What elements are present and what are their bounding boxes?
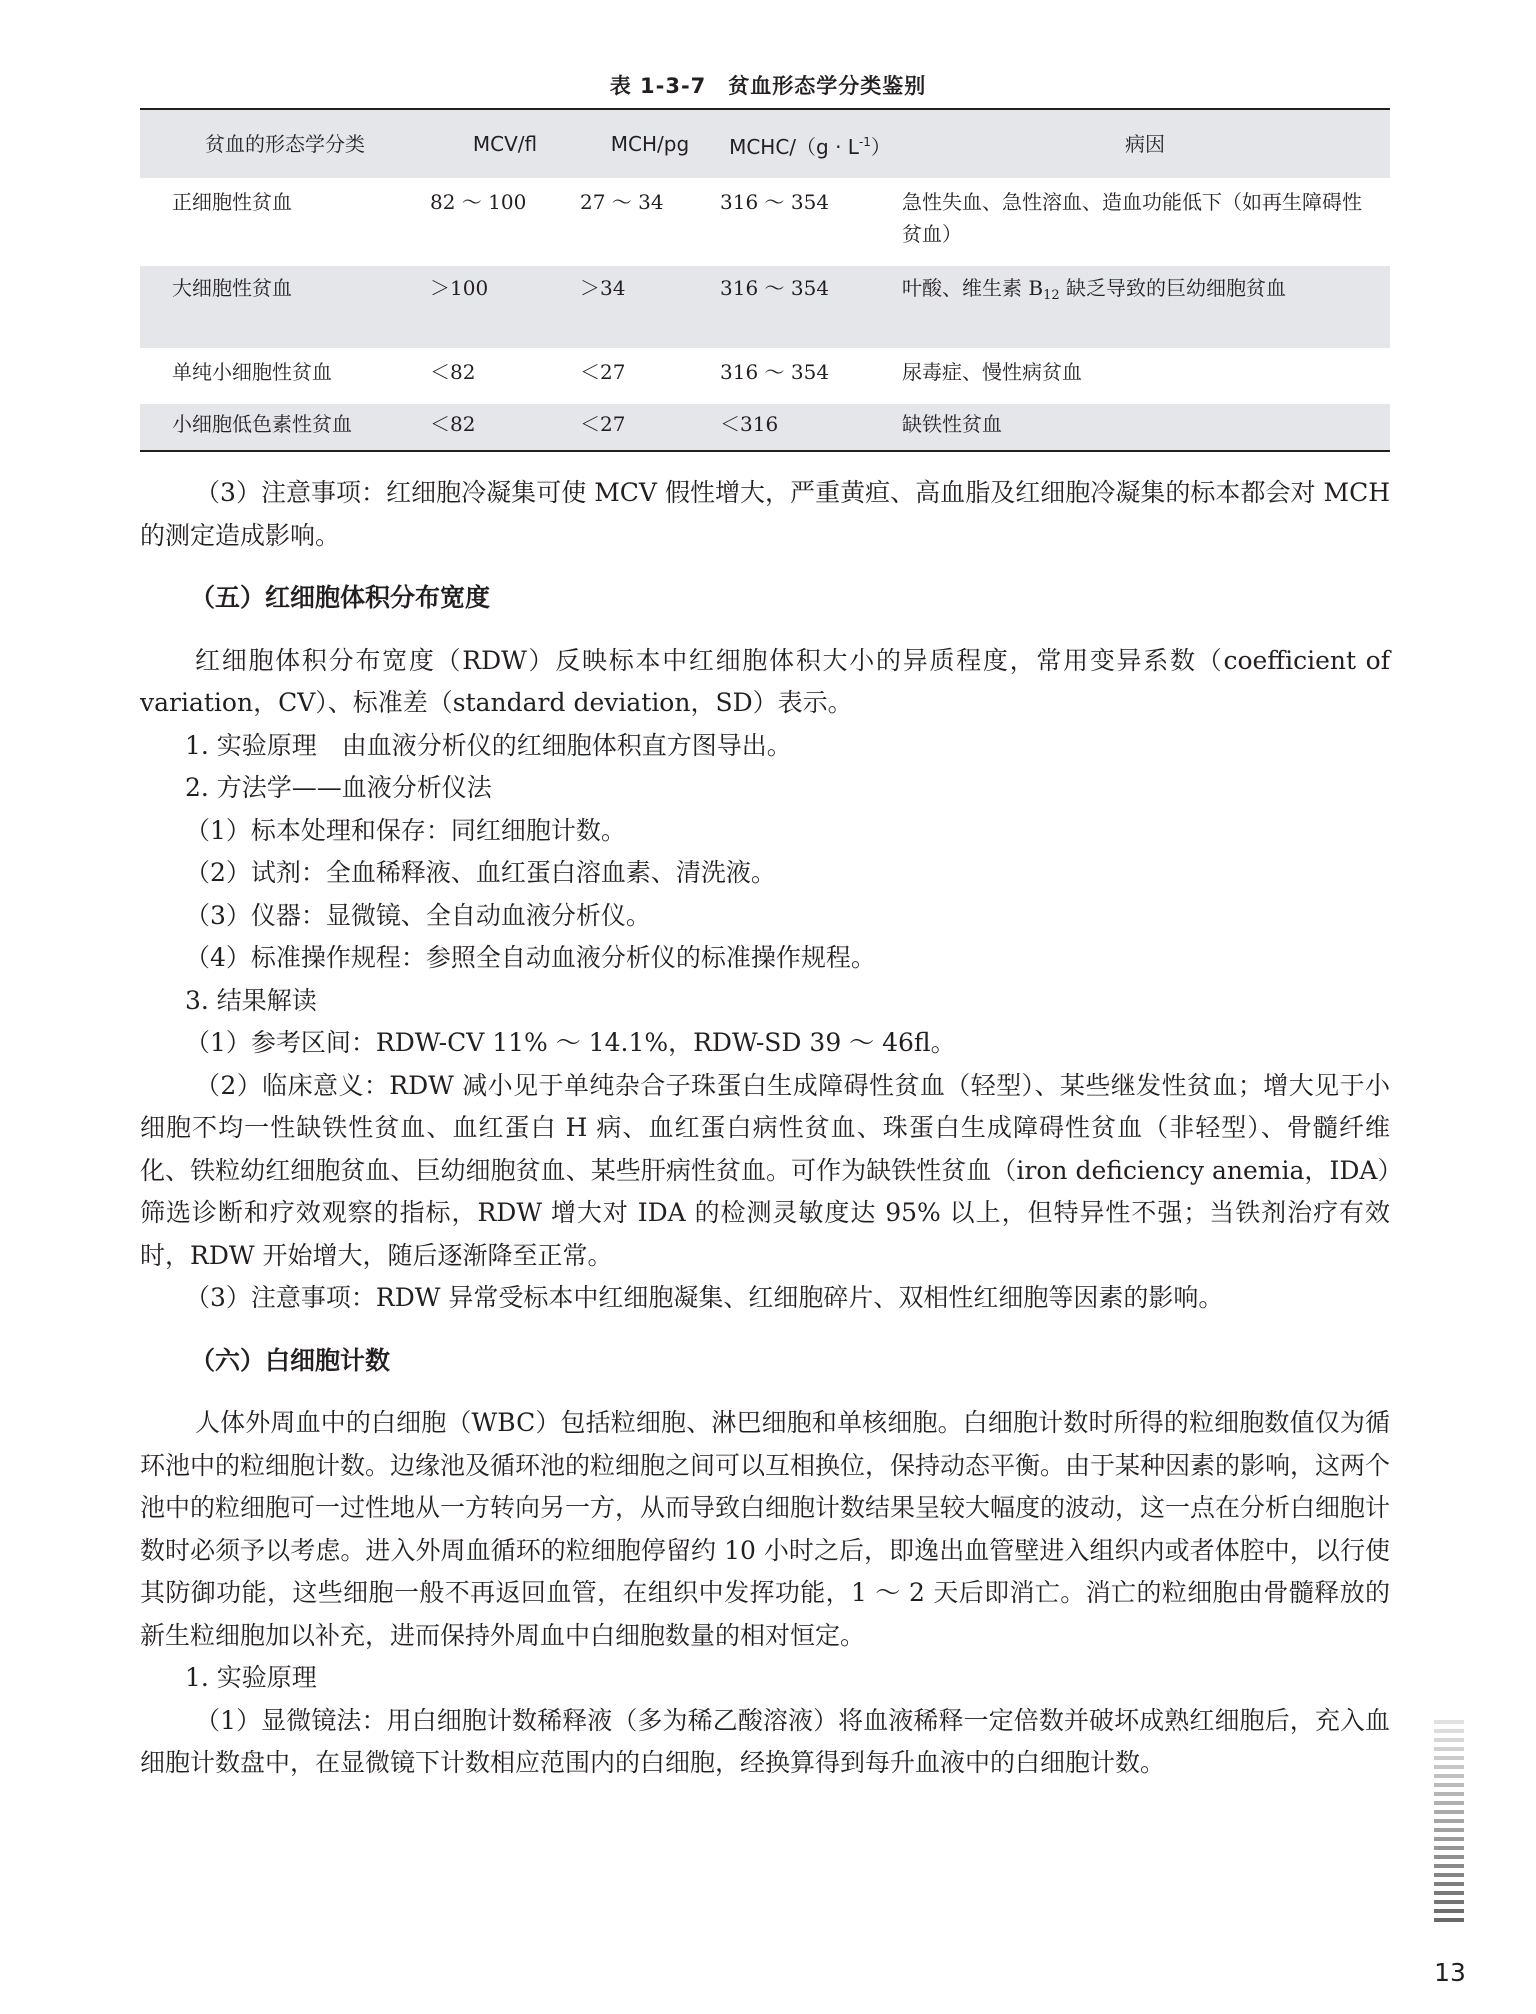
cell-mcv: ＞100: [430, 266, 580, 348]
header-mchc: [720, 109, 900, 178]
list-item: （3）注意事项：RDW 异常受标本中红细胞凝集、红细胞碎片、双相性红细胞等因素的影响。: [185, 1283, 1224, 1312]
cell-cause: 缺铁性贫血: [900, 404, 1390, 451]
cell-type: 正细胞性贫血: [172, 190, 292, 214]
cell-mchc: 316 ～ 354: [720, 266, 900, 348]
list-item: （3）仪器：显微镜、全自动血液分析仪。: [185, 900, 651, 930]
cell-mch: ＜27: [580, 404, 720, 451]
paragraph-rdw-clinical: （2）临床意义：RDW 减小见于单纯杂合子珠蛋白生成障碍性贫血（轻型）、某些继发性贫血；增大见于小细胞不均一性缺铁性贫血、血红蛋白 H 病、血红蛋白病性贫血、珠蛋白生成障碍性贫血（非轻型）、骨髓纤维化、铁粒幼红细胞贫血、巨幼细胞贫血、某些肝病性贫血。可作为缺铁性贫血（iron deficiency anemia，IDA）筛选诊断和疗效观察的指标，RDW 增大对 IDA 的检测灵敏度达 95% 以上，但特异性不强；当铁剂治疗有效时，RDW 开始增大，随后逐渐降至正常。: [140, 1070, 1390, 1270]
table-title: 表 1-3-7 贫血形态学分类鉴别: [609, 74, 927, 98]
paragraph-wbc-microscope: （1）显微镜法：用白细胞计数稀释液（多为稀乙酸溶液）将血液稀释一定倍数并破坏成熟红细胞后，充入血细胞计数盘中，在显微镜下计数相应范围内的白细胞，经换算得到每升血液中的白细胞计数。: [140, 1705, 1390, 1777]
table-row: [140, 266, 1390, 348]
cell-mch: 27 ～ 34: [580, 190, 664, 214]
section-heading-wbc: （六）白细胞计数: [190, 1345, 391, 1375]
list-item: （4）标准操作规程：参照全自动血液分析仪的标准操作规程。: [185, 943, 876, 972]
header-cause: 病因: [900, 109, 1390, 178]
cell-cause: 急性失血、急性溶血、造血功能低下（如再生障碍性贫血）: [902, 190, 1362, 246]
cell-type: 大细胞性贫血: [140, 266, 430, 348]
cell-type: 单纯小细胞性贫血: [172, 360, 332, 384]
anemia-classification-table: [140, 108, 1390, 452]
page-edge-tab: [1434, 1720, 1464, 1927]
header-type: 贫血的形态学分类: [140, 109, 430, 178]
list-item: 2. 方法学——血液分析仪法: [185, 773, 492, 802]
cell-mchc: ＜316: [720, 404, 900, 451]
table-row: [140, 178, 1390, 266]
page-number: 13: [1434, 1958, 1466, 1987]
cell-mch: ＜27: [580, 360, 626, 384]
table-row: [140, 404, 1390, 451]
header-mcv: MCV/fl: [430, 109, 580, 178]
cell-mchc: 316 ～ 354: [720, 360, 830, 384]
cell-mch: ＞34: [580, 266, 720, 348]
cell-mcv: ＜82: [430, 360, 476, 384]
list-item: 1. 实验原理: [185, 1663, 317, 1692]
list-item: （1）标本处理和保存：同红细胞计数。: [185, 815, 626, 845]
cell-mchc: 316 ～ 354: [720, 190, 830, 214]
cell-cause-pre: 叶酸、维生素 B: [902, 276, 1044, 300]
header-mchc-suffix: ）: [870, 134, 891, 159]
table-row: [140, 348, 1390, 404]
list-item: 1. 实验原理 由血液分析仪的红细胞体积直方图导出。: [185, 730, 792, 760]
header-mchc-prefix: MCHC/（g · L: [729, 134, 859, 159]
paragraph-mcv-note: （3）注意事项：红细胞冷凝集可使 MCV 假性增大，严重黄疸、高血脂及红细胞冷凝集的标本都会对 MCH 的测定造成影响。: [140, 478, 1390, 550]
section-heading-rdw: （五）红细胞体积分布宽度: [190, 583, 491, 612]
cell-cause: 尿毒症、慢性病贫血: [902, 360, 1082, 384]
cell-mcv: ＜82: [430, 404, 580, 451]
cell-type: 小细胞低色素性贫血: [140, 404, 430, 451]
paragraph-wbc-intro: 人体外周血中的白细胞（WBC）包括粒细胞、淋巴细胞和单核细胞。白细胞计数时所得的粒细胞数值仅为循环池中的粒细胞计数。边缘池及循环池的粒细胞之间可以互相换位，保持动态平衡。由于某种因素的影响，这两个池中的粒细胞可一过性地从一方转向另一方，从而导致白细胞计数结果呈较大幅度的波动，这一点在分析白细胞计数时必须予以考虑。进入外周血循环的粒细胞停留约 10 小时之后，即逸出血管壁进入组织内或者体腔中，以行使其防御功能，这些细胞一般不再返回血管，在组织中发挥功能，1 ～ 2 天后即消亡。消亡的粒细胞由骨髓释放的新生粒细胞加以补充，进而保持外周血中白细胞数量的相对恒定。: [140, 1408, 1391, 1650]
body-text: [140, 472, 1390, 1785]
list-item: （1）参考区间：RDW-CV 11% ～ 14.1%，RDW-SD 39 ～ 46fl。: [185, 1028, 956, 1057]
cell-cause: [900, 266, 1390, 348]
cell-cause-post: 缺乏导致的巨幼细胞贫血: [1059, 276, 1286, 300]
list-item: 3. 结果解读: [185, 985, 317, 1015]
header-mch: MCH/pg: [580, 109, 720, 178]
table-header-row: [140, 109, 1390, 178]
cell-mcv: 82 ～ 100: [430, 190, 527, 214]
header-mchc-sup: -1: [858, 134, 871, 149]
cell-cause-sub: 12: [1043, 288, 1060, 303]
list-item: （2）试剂：全血稀释液、血红蛋白溶血素、清洗液。: [185, 858, 776, 887]
paragraph-rdw-intro: 红细胞体积分布宽度（RDW）反映标本中红细胞体积大小的异质程度，常用变异系数（coefficient of variation，CV）、标准差（standard deviation，SD）表示。: [140, 645, 1390, 717]
